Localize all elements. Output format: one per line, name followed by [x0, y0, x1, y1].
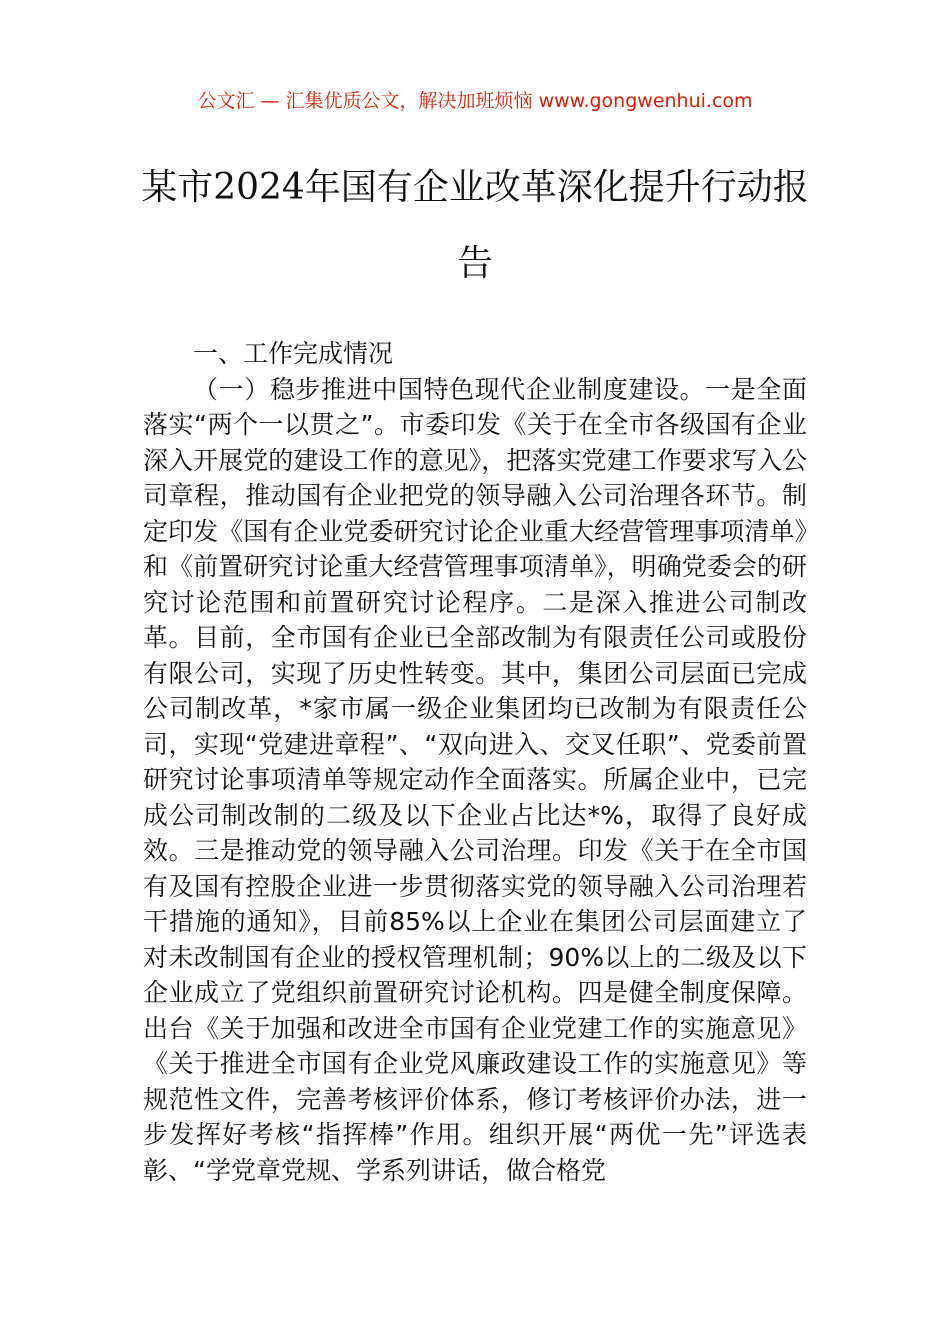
section-heading: 一、工作完成情况 [193, 339, 394, 368]
header-banner[interactable]: 公文汇 — 汇集优质公文，解决加班烦恼 www.gongwenhui.com [197, 90, 753, 112]
document-title: 某市2024年国有企业改革深化提升行动报告 [141, 167, 809, 284]
document-body [143, 336, 807, 1188]
body-paragraph: （一）稳步推进中国特色现代企业制度建设。一是全面落实“两个一以贯之”。市委印发《关于在全市各级国有企业深入开展党的建设工作的意见》，把落实党建工作要求写入公司章程，推动国有企业把党的领导融入公司治理各环节。制定印发《国有企业党委研究讨论企业重大经营管理事项清单》和《前置研究讨论重大经营管理事项清单》，明确党委会的研究讨论范围和前置研究讨论程序。二是深入推进公司制改革。目前，全市国有企业已全部改制为有限责任公司或股份有限公司，实现了历史性转变。其中，集团公司层面已完成公司制改革，*家市属一级企业集团均已改制为有限责任公司，实现“党建进章程”、“双向进入、交叉任职”、党委前置研究讨论事项清单等规定动作全面落实。所属企业中，已完成公司制改制的二级及以下企业占比达*%，取得了良好成效。三是推动党的领导融入公司治理。印发《关于在全市国有及国有控股企业进一步贯彻落实党的领导融入公司治理若干措施的通知》，目前85%以上企业在集团公司层面建立了对未改制国有企业的授权管理机制；90%以上的二级及以下企业成立了党组织前置研究讨论机构。四是健全制度保障。出台《关于加强和改进全市国有企业党建工作的实施意见》《关于推进全市国有企业党风廉政建设工作的实施意见》等规范性文件，完善考核评价体系，修订考核评价办法，进一步发挥好考核“指挥棒”作用。组织开展“两优一先”评选表彰、“学党章党规、学系列讲话，做合格党 [143, 374, 807, 1185]
